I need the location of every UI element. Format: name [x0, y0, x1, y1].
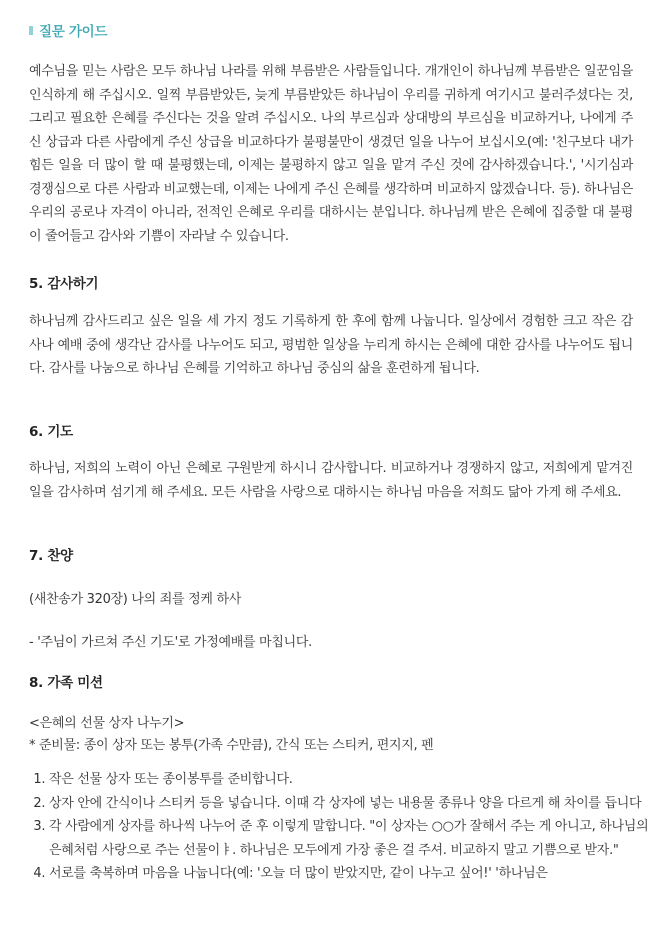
closing-line: - '주님이 가르쳐 주신 기도'로 가정예배를 마칩니다.: [29, 635, 312, 650]
list-item: 3. 각 사람에게 상자를 하나씩 나누어 준 후 이렇게 말합니다. "이 상자는 ○○가 잘해서 주는 게 아니고, 하나님의 은혜처럼 사랑으로 주는 선물이ㅑ. 하나님은 모두에게 가장 좋은 걸 주셔. 비교하지 말고 기쁨으로 받자.": [49, 815, 653, 862]
hymn-line: (새찬송가 320장) 나의 죄를 정케 하사: [29, 592, 241, 607]
section-5-heading: 5. 감사하기: [29, 276, 99, 292]
guide-paragraph: 예수님을 믿는 사람은 모두 하나님 나라를 위해 부름받은 사람들입니다. 개개인이 하나님께 부름받은 일꾼임을 인식하게 해 주십시오. 일찍 부름받았든, 늦게 부름받았든 하나님이 우리를 귀하게 여기시고 불러주셨다는 것, 그리고 필요한 은혜를 주신다는 것을 알려 주십시오. 나의 부르심과 상대방의 부르심을 비교하거나, 나에게 주신 상급과 다른 사람에게 주신 상급을 비교하다가 불평불만이 생겼던 일을 나누어 보십시오(예: '친구보다 내가 힘든 일을 더 많이 할 때 불평했는데, 이제는 불평하지 않고 일을 맡겨 주신 것에 감사하겠습니다.', '시기심과 경쟁심으로 다른 사람과 비교했는데, 이제는 나에게 주신 은혜를 생각하며 비교하지 않겠습니다. 등). 하나님은 우리의 공로나 자격이 아니라, 전적인 은혜로 우리를 대하시는 분입니다. 하나님께 받은 은혜에 집중할 대 불평이 줄어들고 감사와 기쁨이 자라날 수 있습니다.: [29, 64, 633, 244]
heading-marker-icon: [29, 26, 33, 35]
section-6-heading: 6. 기도: [29, 424, 73, 440]
mission-steps: [29, 768, 653, 886]
section-7-heading: 7. 찬양: [29, 548, 73, 564]
section-5-paragraph: 하나님께 감사드리고 싶은 일을 세 가지 정도 기록하게 한 후에 함께 나눕니다. 일상에서 경험한 크고 작은 감사나 예배 중에 생각난 감사를 나누어도 되고, 평범한 일상을 누리게 하시는 은혜에 대한 감사를 나누어도 됩니다. 감사를 나눔으로 하나님 은혜를 기억하고 하나님 중심의 삶을 훈련하게 됩니다.: [29, 314, 633, 376]
guide-heading: [29, 20, 107, 40]
list-item: 4. 서로를 축복하며 마음을 나눕니다(예: '오늘 더 많이 받았지만, 같이 나누고 싶어!' '하나님은: [49, 862, 653, 886]
section-6-paragraph: 하나님, 저희의 노력이 아닌 은혜로 구원받게 하시니 감사합니다. 비교하거나 경쟁하지 않고, 저희에게 맡겨진 일을 감사하며 섬기게 해 주세요. 모든 사람을 사랑으로 대하시는 하나님 마음을 저희도 닮아 가게 해 주세요.: [29, 461, 633, 500]
mission-title: <은혜의 선물 상자 나누기>: [29, 716, 185, 731]
list-item: 2. 상자 안에 간식이나 스티커 등을 넣습니다. 이때 각 상자에 넣는 내용물 종류나 양을 다르게 해 차이를 듭니다: [49, 792, 653, 816]
list-item: 1. 작은 선물 상자 또는 종이봉투를 준비합니다.: [49, 768, 653, 792]
guide-title: 질문 가이드: [39, 24, 108, 40]
materials-line: * 준비물: 종이 상자 또는 봉투(가족 수만큼), 간식 또는 스티커, 편지지, 펜: [29, 738, 434, 753]
section-8-heading: 8. 가족 미션: [29, 675, 103, 691]
